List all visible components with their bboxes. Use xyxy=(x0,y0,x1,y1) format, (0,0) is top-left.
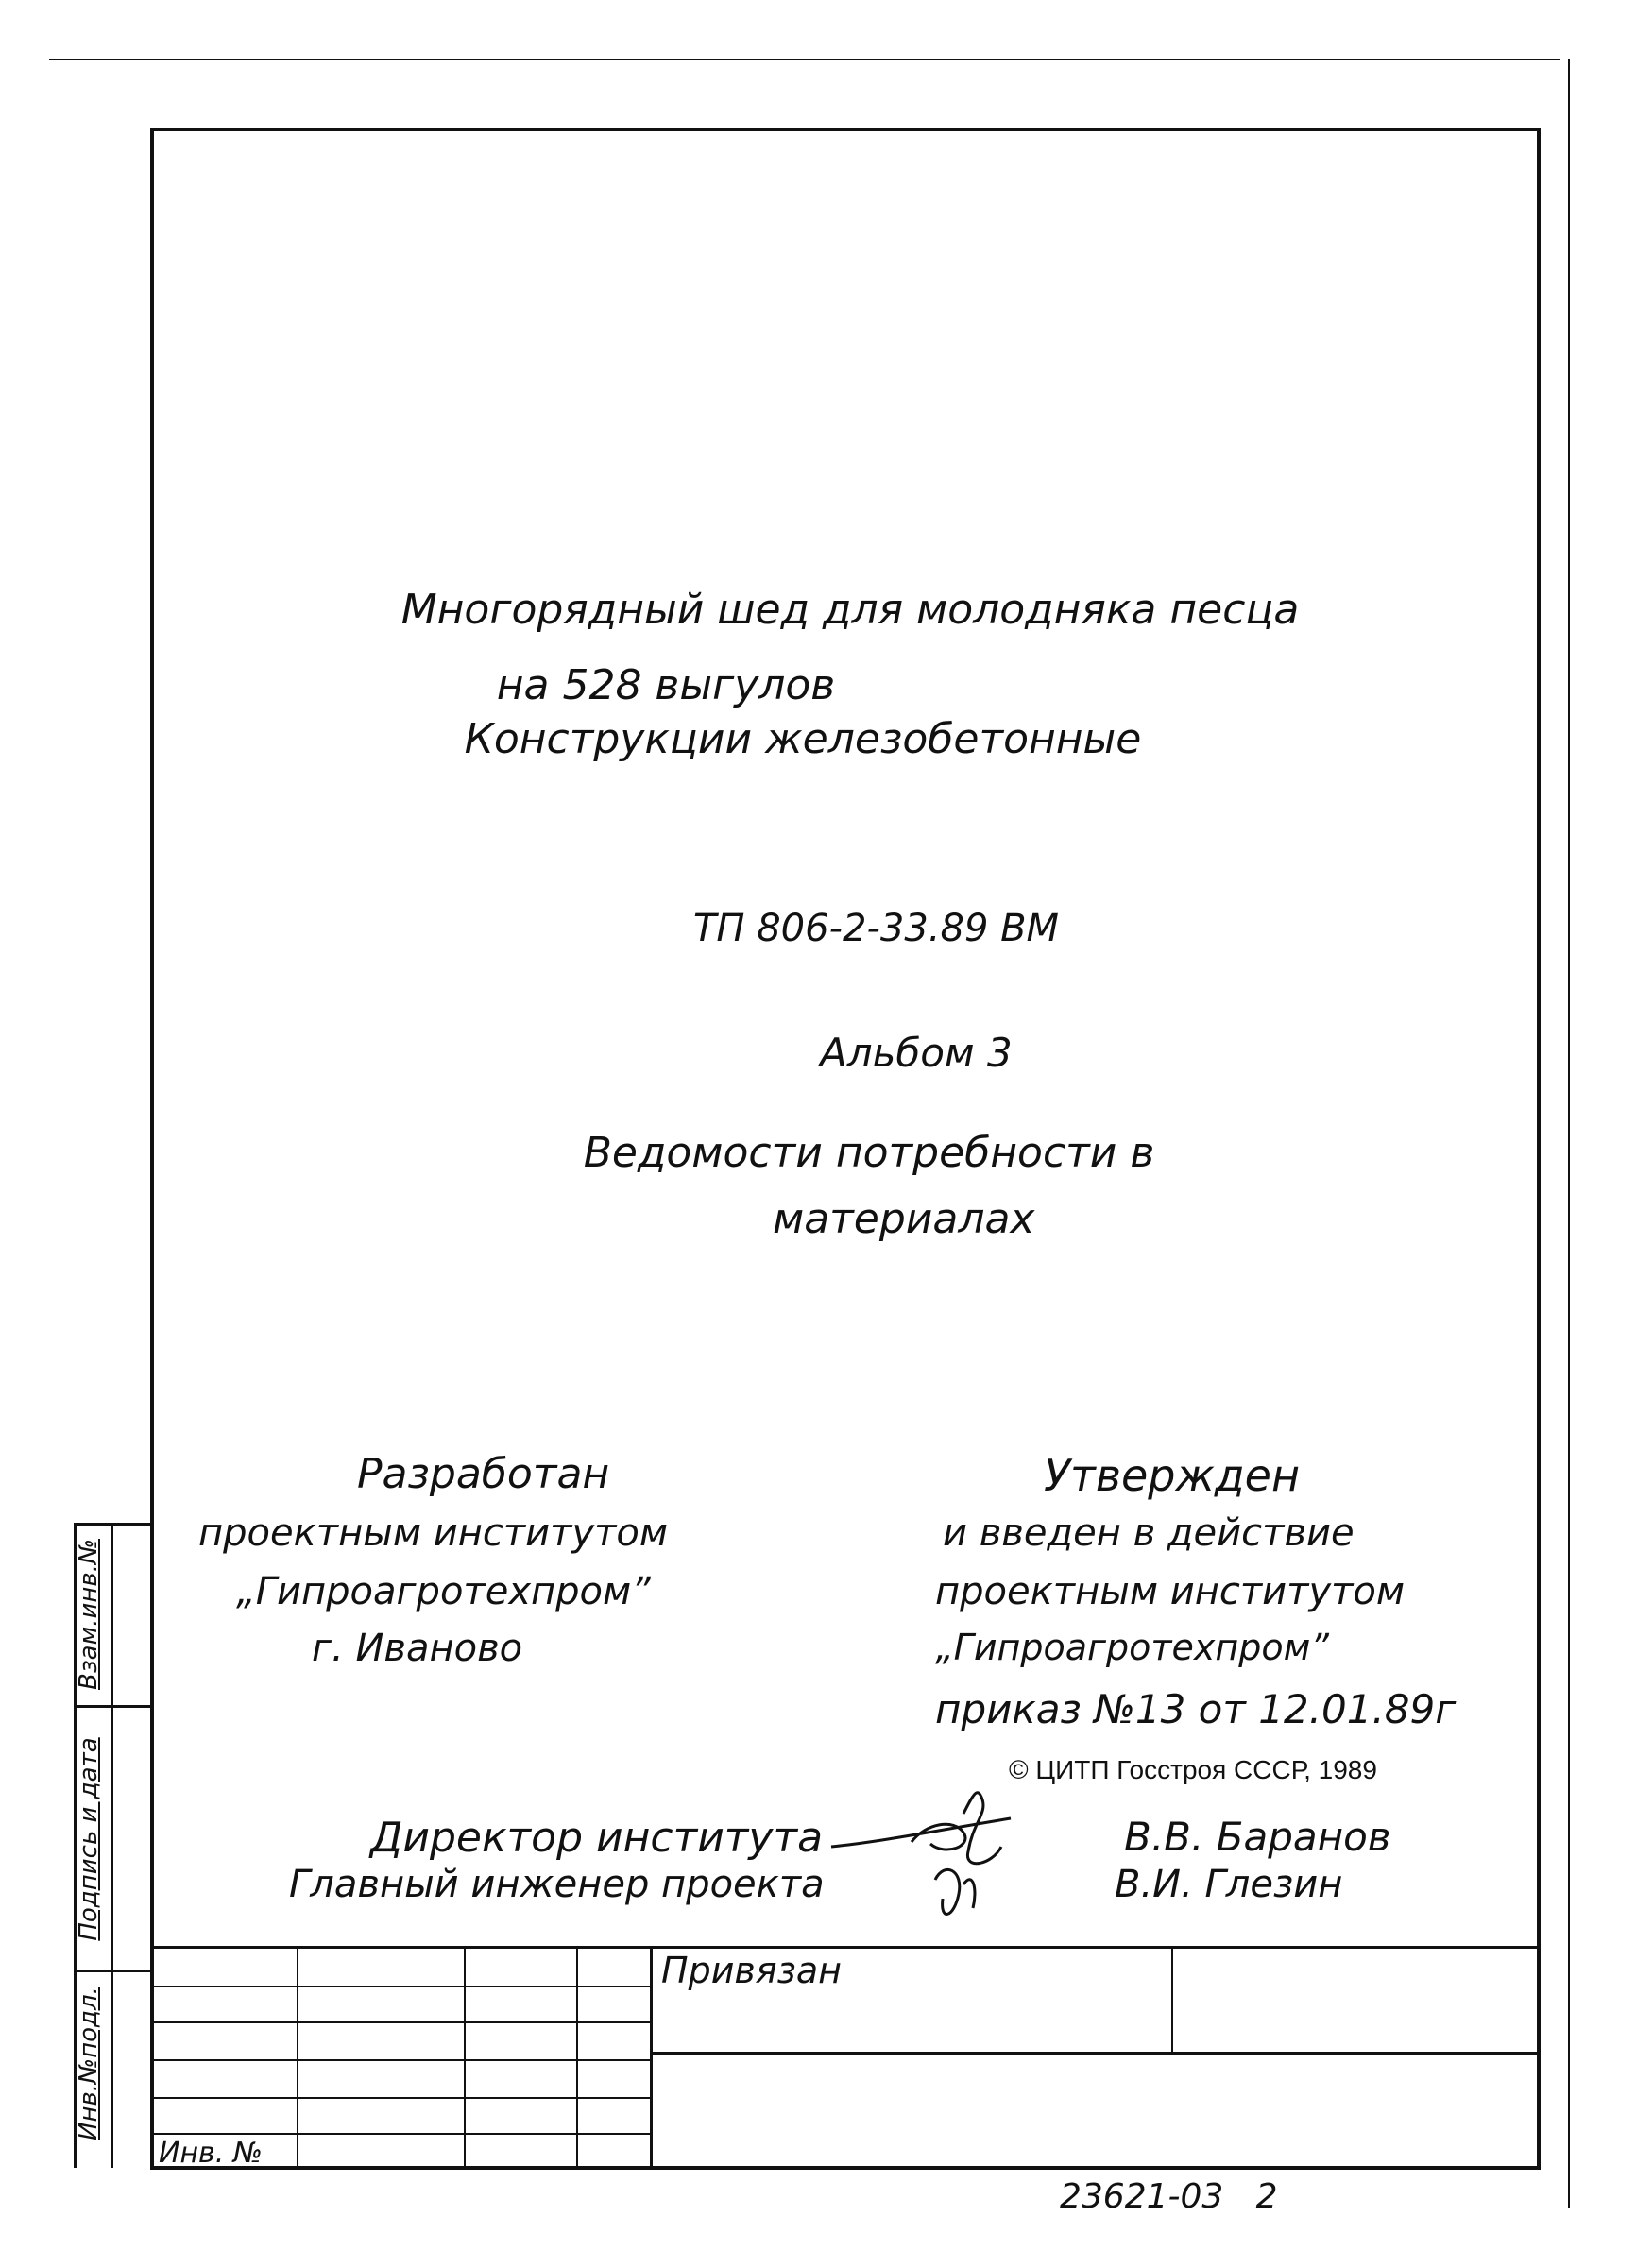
title-line-3: Конструкции железобетонные xyxy=(464,715,1142,763)
approved-heading: Утвержден xyxy=(1044,1450,1301,1501)
right-page-line xyxy=(1568,59,1570,2208)
side-stamp-inner-border xyxy=(111,1523,113,2168)
stamp-row-3 xyxy=(150,2059,651,2061)
copyright-notice: © ЦИТП Госстроя СССР, 1989 xyxy=(1009,1755,1377,1784)
developed-line-3: г. Иваново xyxy=(312,1627,523,1670)
stamp-col-divider-5 xyxy=(1171,1946,1173,2054)
chief-engineer-label: Главный инженер проекта xyxy=(289,1863,825,1906)
album-number: Альбом 3 xyxy=(820,1030,1013,1076)
stamp-col-divider-4 xyxy=(650,1946,653,2170)
developed-line-2: „Гипроагротехпром” xyxy=(236,1570,651,1613)
approved-line-2: проектным институтом xyxy=(935,1570,1406,1613)
subject-line-2: материалах xyxy=(773,1195,1035,1243)
bound-label: Привязан xyxy=(661,1950,842,1991)
side-stamp-div1 xyxy=(74,1705,151,1708)
side-label-orig-inv: Инв.№подл. xyxy=(75,1987,103,2140)
footer-sheet-number: 23621-03 2 xyxy=(1060,2177,1278,2216)
side-stamp-div2 xyxy=(74,1970,151,1972)
title-line-1: Многорядный шед для молодняка песца xyxy=(400,586,1300,634)
stamp-row-5 xyxy=(150,2133,651,2135)
project-code: ТП 806-2-33.89 ВМ xyxy=(693,907,1060,950)
handwritten-signatures xyxy=(822,1766,1067,1936)
stamp-col-divider-3 xyxy=(576,1946,578,2170)
stamp-top-line xyxy=(150,1946,1541,1949)
approved-line-1: и введен в действие xyxy=(943,1511,1355,1555)
subject-line-1: Ведомости потребности в xyxy=(583,1129,1155,1177)
stamp-mid-line xyxy=(652,2052,1541,2055)
stamp-row-2 xyxy=(150,2021,651,2023)
director-name: В.В. Баранов xyxy=(1124,1814,1391,1860)
director-label: Директор института xyxy=(370,1814,824,1862)
side-label-signature-date: Подпись и дата xyxy=(75,1737,103,1941)
developed-heading: Разработан xyxy=(357,1450,610,1498)
stamp-row-1 xyxy=(150,1986,651,1987)
approved-line-3: „Гипроагротехпром” xyxy=(935,1627,1329,1668)
approved-line-4: приказ №13 от 12.01.89г xyxy=(935,1686,1457,1732)
stamp-row-4 xyxy=(150,2097,651,2099)
developed-line-1: проектным институтом xyxy=(198,1511,669,1555)
title-line-2: на 528 выгулов xyxy=(496,661,836,709)
chief-engineer-name: В.И. Глезин xyxy=(1115,1863,1343,1906)
inventory-number-label: Инв. № xyxy=(159,2137,264,2170)
top-page-line xyxy=(49,59,1560,60)
side-label-replaced-inv: Взам.инв.№ xyxy=(75,1539,103,1690)
stamp-col-divider-2 xyxy=(464,1946,466,2170)
stamp-col-divider-1 xyxy=(297,1946,298,2170)
